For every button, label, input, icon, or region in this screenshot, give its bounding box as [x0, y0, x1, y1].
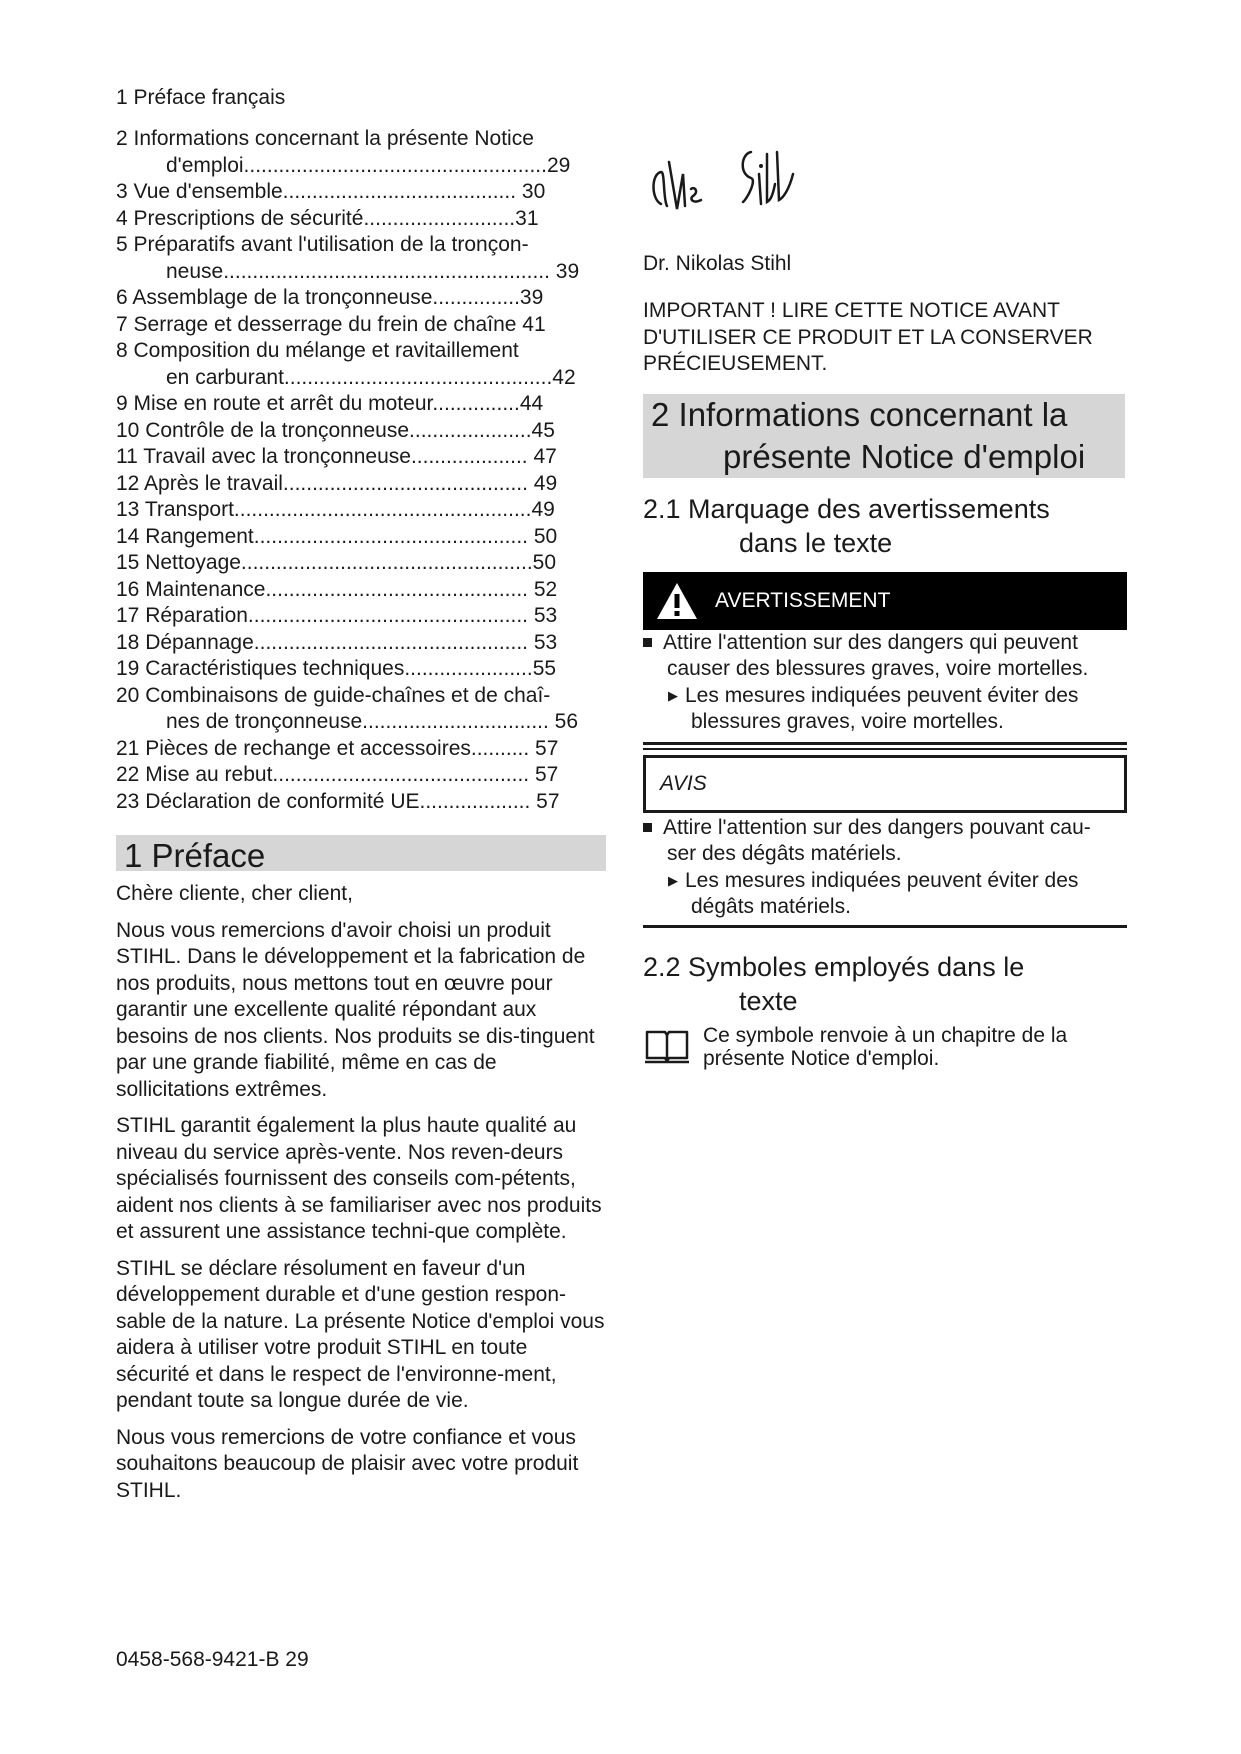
- bullet-square-icon: [643, 638, 652, 647]
- toc-entry: 16 Maintenance............................................. 52: [116, 577, 558, 601]
- toc-entry: 3 Vue d'ensemble........................................ 30: [116, 180, 546, 203]
- warning-measure-line2: blessures graves, voire mortelles.: [691, 710, 1004, 733]
- toc-entry: 10 Contrôle de la tronçonneuse.....................45: [116, 418, 555, 442]
- warning-triangle-icon: [651, 578, 703, 624]
- preface-paragraph: Nous vous remercions d'avoir choisi un produit STIHL. Dans le développement et la fabrication de nos produits, nous mettons tout en œuvre pour garantir une excellente qualité répondant aux besoins de nos clients. Nos produits se dis-tinguent par une grande fiabilité, même en cas de sollicitations extrêmes.: [116, 918, 595, 1101]
- divider: [643, 748, 1127, 750]
- subsection-2-2-heading: [643, 950, 1133, 1018]
- subsection-2-1-line2: dans le texte: [739, 527, 893, 558]
- preface-paragraph: Nous vous remercions de votre confiance et vous souhaitons beaucoup de plaisir avec votre produit STIHL.: [116, 1425, 579, 1502]
- toc-entry: 4 Prescriptions de sécurité..........................31: [116, 206, 539, 230]
- notice-bullet-line2: ser des dégâts matériels.: [667, 842, 902, 865]
- subsection-2-2-line1: 2.2 Symboles employés dans le: [643, 951, 1025, 982]
- section-2-heading: [643, 394, 1125, 478]
- divider: [643, 742, 1127, 745]
- warning-banner: [643, 572, 1127, 630]
- toc-entry: 20 Combinaisons de guide-chaînes et de chaî-: [116, 683, 551, 707]
- toc-entry: en carburant..............................................42: [166, 365, 576, 389]
- toc-entry: 17 Réparation................................................ 53: [116, 604, 558, 627]
- notice-banner: [643, 755, 1127, 813]
- notice-measure-line1: Les mesures indiquées peuvent éviter des: [685, 868, 1079, 892]
- toc-entry: 7 Serrage et desserrage du frein de chaîne 41: [116, 312, 546, 336]
- toc-entry: 15 Nettoyage..................................................50: [116, 551, 557, 574]
- toc-entry: 8 Composition du mélange et ravitaillement: [116, 339, 519, 362]
- left-column: [116, 126, 606, 1514]
- toc-entry: 21 Pièces de rechange et accessoires.......... 57: [116, 736, 559, 760]
- warning-label: AVERTISSEMENT: [715, 588, 891, 612]
- subsection-2-1-heading: [643, 492, 1133, 560]
- signer-name: Dr. Nikolas Stihl: [643, 252, 792, 275]
- warning-measure-line1: Les mesures indiquées peuvent éviter des: [685, 683, 1079, 707]
- toc-entry: 22 Mise au rebut............................................ 57: [116, 763, 559, 786]
- toc-entry: 9 Mise en route et arrêt du moteur...............44: [116, 392, 544, 415]
- divider: [643, 925, 1127, 928]
- notice-bullet: [643, 815, 1133, 868]
- section-2-heading-line1: 2 Informations concernant la: [651, 395, 1068, 433]
- preface-paragraph: STIHL garantit également la plus haute qualité au niveau du service après-vente. Nos reven-deurs spécialisés fournissent des conseils com-pétents, aident nos clients à se familiariser avec nos produits et assurent une assistance techni-que complète.: [116, 1114, 602, 1243]
- right-column: [643, 126, 1133, 1070]
- table-of-contents: [116, 126, 606, 815]
- toc-entry: 2 Informations concernant la présente Notice: [116, 127, 534, 150]
- warning-bullet-line1: Attire l'attention sur des dangers qui peuvent: [663, 630, 1078, 654]
- notice-label: AVIS: [660, 771, 707, 795]
- toc-entry: 14 Rangement............................................... 50: [116, 524, 558, 548]
- subsection-2-2-line2: texte: [739, 985, 798, 1016]
- signature-image: [643, 144, 1133, 244]
- symbol-description: Ce symbole renvoie à un chapitre de la présente Notice d'emploi.: [703, 1023, 1068, 1070]
- toc-entry: 23 Déclaration de conformité UE................... 57: [116, 789, 560, 813]
- notice-measure: [643, 868, 1133, 921]
- toc-entry: 12 Après le travail.......................................... 49: [116, 471, 558, 495]
- toc-entry: neuse........................................................ 39: [166, 259, 580, 283]
- notice-bullet-line1: Attire l'attention sur des dangers pouvant cau-: [663, 815, 1091, 839]
- arrow-right-icon: ▶: [668, 872, 678, 888]
- preface-salutation: Chère cliente, cher client,: [116, 882, 353, 905]
- page-footer: 0458-568-9421-B 29: [116, 1648, 309, 1671]
- toc-entry: 19 Caractéristiques techniques......................55: [116, 657, 557, 680]
- important-notice: IMPORTANT ! LIRE CETTE NOTICE AVANT D'UTILISER CE PRODUIT ET LA CONSERVER PRÉCIEUSEMENT.: [643, 299, 1093, 375]
- toc-entry: 11 Travail avec la tronçonneuse.................... 47: [116, 445, 557, 468]
- toc-entry: 18 Dépannage............................................... 53: [116, 630, 558, 654]
- toc-entry: 6 Assemblage de la tronçonneuse...............39: [116, 286, 544, 309]
- section-2-heading-line2: présente Notice d'emploi: [723, 437, 1086, 475]
- toc-entry: d'emploi....................................................29: [166, 153, 571, 177]
- page-header: 1 Préface français: [116, 86, 286, 109]
- warning-measure: [643, 683, 1133, 736]
- preface-heading: 1 Préface: [116, 835, 606, 871]
- subsection-2-1-line1: 2.1 Marquage des avertissements: [643, 493, 1050, 524]
- symbol-row: [643, 1024, 1133, 1070]
- toc-entry: 5 Préparatifs avant l'utilisation de la tronçon-: [116, 233, 529, 256]
- warning-bullet: [643, 630, 1133, 683]
- toc-entry: nes de tronçonneuse................................ 56: [166, 710, 579, 733]
- notice-measure-line2: dégâts matériels.: [691, 895, 851, 918]
- book-icon: [643, 1028, 691, 1064]
- toc-entry: 13 Transport...................................................49: [116, 498, 555, 521]
- preface-paragraph: STIHL se déclare résolument en faveur d'un développement durable et d'une gestion respon-sable de la nature. La présente Notice d'emploi vous aidera à utiliser votre produit STIHL en toute sécurité et dans le respect de l'environne-ment, pendant toute sa longue durée de vie.: [116, 1256, 605, 1412]
- bullet-square-icon: [643, 823, 652, 832]
- warning-bullet-line2: causer des blessures graves, voire mortelles.: [667, 657, 1089, 680]
- arrow-right-icon: ▶: [668, 687, 678, 703]
